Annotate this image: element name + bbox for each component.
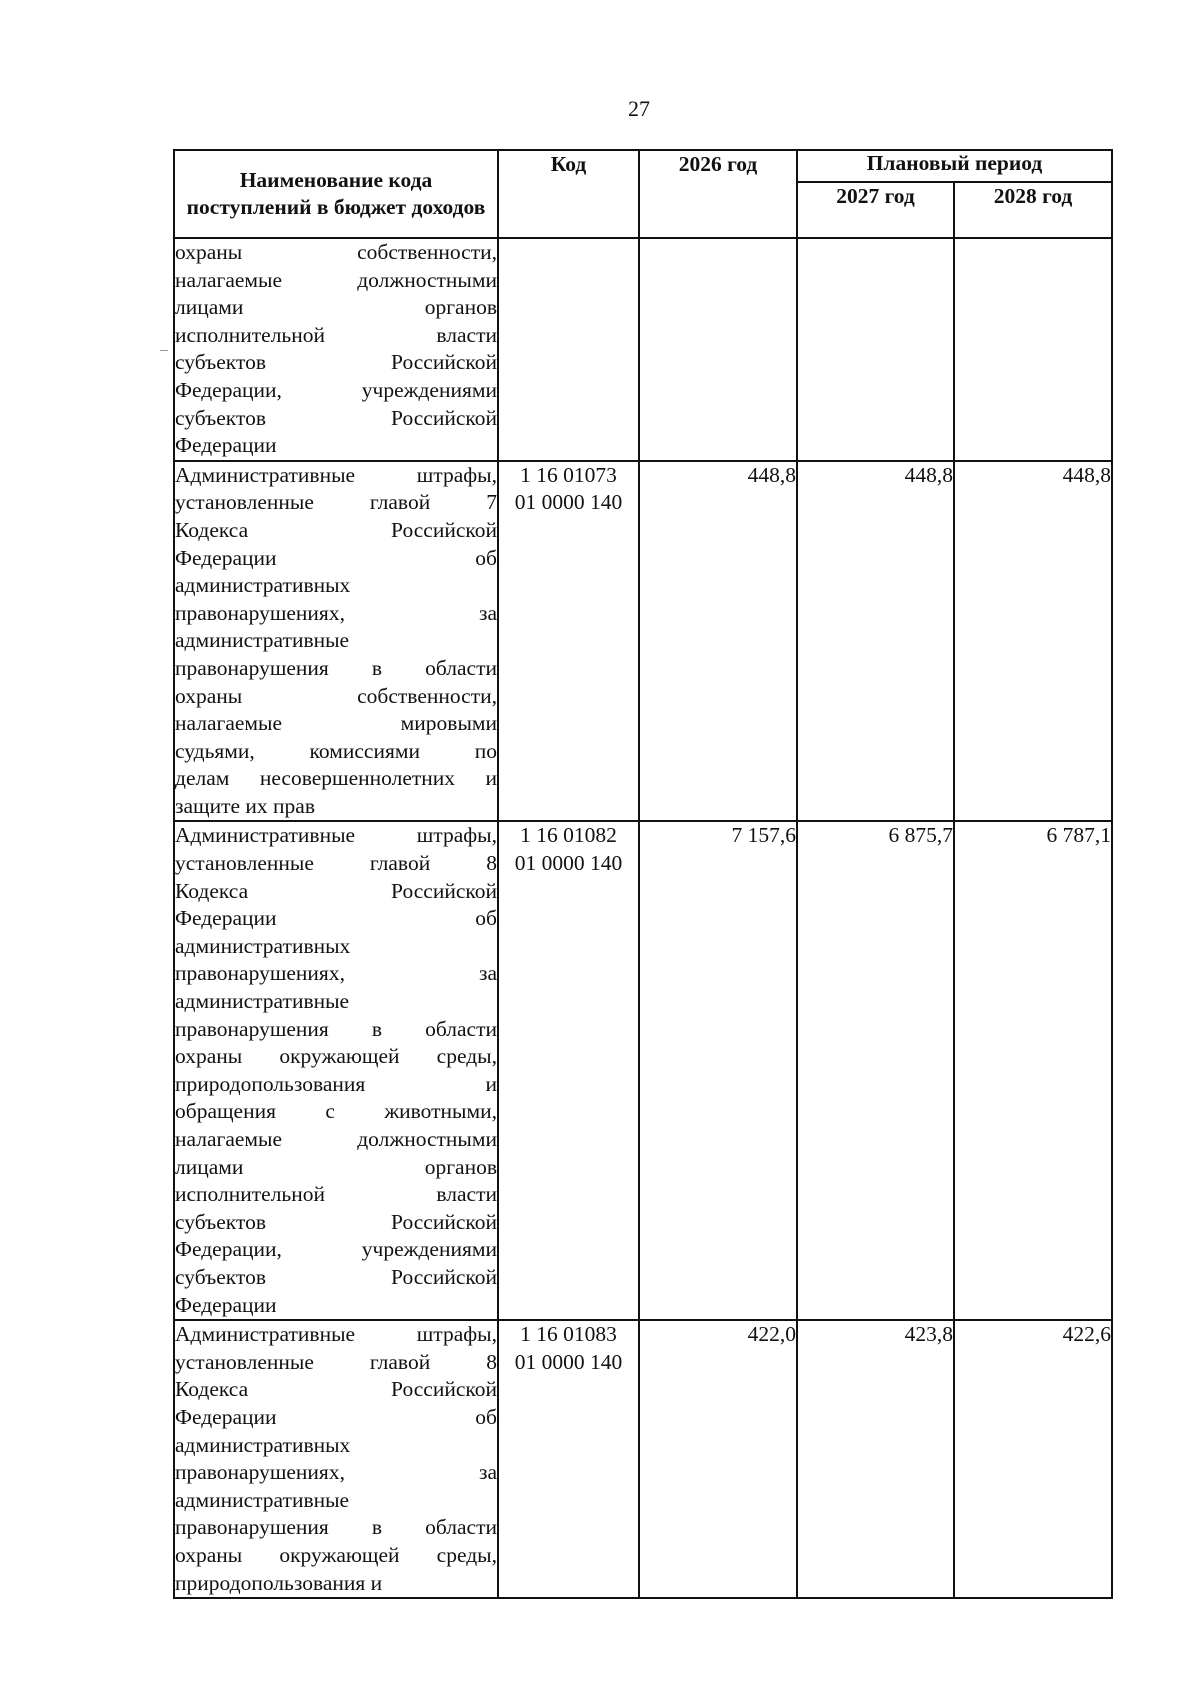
revenue-name-line: лицами органов (175, 295, 497, 320)
revenue-name-line: охраны окружающей среды, (175, 1542, 497, 1567)
revenue-name-line: Кодекса Российской (175, 1377, 497, 1402)
revenue-name-line: Административные штрафы, (175, 823, 497, 848)
budget-revenue-table (173, 149, 1113, 1599)
revenue-name-line: Федерации об (175, 545, 497, 570)
revenue-code-line: 01 0000 140 (514, 1349, 623, 1374)
value-2028-cell: 422,6 (954, 1320, 1112, 1598)
revenue-name-line: правонарушения в области (175, 1016, 497, 1041)
revenue-name-line: административных (175, 1432, 351, 1457)
revenue-name-line: Федерации об (175, 1404, 497, 1429)
revenue-name-line: установленные главой 8 (175, 851, 497, 876)
revenue-name-line: административные (175, 628, 350, 653)
revenue-name-line: Административные штрафы, (175, 462, 497, 487)
revenue-name-line: Федерации, учреждениями (175, 377, 497, 402)
revenue-name-line: судьями, комиссиями по (175, 738, 497, 763)
header-year-2027: 2027 год (797, 182, 954, 238)
revenue-name-line: административные (175, 1487, 350, 1512)
table-row (174, 821, 1112, 1320)
revenue-name-line: охраны собственности, (175, 683, 497, 708)
revenue-name-cell (174, 238, 498, 461)
revenue-code-line: 01 0000 140 (514, 490, 623, 515)
revenue-name-line: установленные главой 8 (175, 1349, 497, 1374)
value-2027-cell: 423,8 (797, 1320, 954, 1598)
value-2027-cell: 448,8 (797, 461, 954, 822)
header-code: Код (498, 150, 639, 238)
revenue-code-cell (498, 821, 639, 1320)
revenue-code-cell (498, 1320, 639, 1598)
revenue-name-line: природопользования и (175, 1570, 383, 1595)
table-row (174, 238, 1112, 461)
revenue-code-line: 1 16 01083 (520, 1322, 617, 1347)
revenue-name-line: административных (175, 573, 351, 598)
value-2028-cell (954, 238, 1112, 461)
header-year-2028: 2028 год (954, 182, 1112, 238)
value-2026-cell (639, 238, 797, 461)
revenue-name-cell (174, 1320, 498, 1598)
revenue-name-line: Федерации об (175, 906, 497, 931)
value-2026-cell: 422,0 (639, 1320, 797, 1598)
revenue-name-cell (174, 821, 498, 1320)
table-header (174, 150, 1112, 238)
revenue-name-line: Кодекса Российской (175, 517, 497, 542)
value-2026-cell: 7 157,6 (639, 821, 797, 1320)
revenue-name-line: Федерации, учреждениями (175, 1237, 497, 1262)
revenue-name-line: правонарушения в области (175, 1515, 497, 1540)
revenue-name-line: природопользования и (175, 1071, 497, 1096)
revenue-name-line: охраны окружающей среды, (175, 1044, 497, 1069)
revenue-name-line: субъектов Российской (175, 1264, 497, 1289)
revenue-name-line: обращения с животными, (175, 1099, 497, 1124)
revenue-name-line: Федерации (175, 1292, 277, 1317)
revenue-name-line: правонарушениях, за (175, 961, 497, 986)
revenue-name-line: правонарушения в области (175, 655, 497, 680)
value-2027-cell: 6 875,7 (797, 821, 954, 1320)
value-2027-cell (797, 238, 954, 461)
revenue-code-cell (498, 238, 639, 461)
value-2028-cell: 448,8 (954, 461, 1112, 822)
revenue-name-line: Федерации (175, 433, 277, 458)
revenue-code-line: 1 16 01073 (520, 462, 617, 487)
margin-mark (160, 350, 168, 351)
table-body (174, 238, 1112, 1598)
revenue-name-line: делам несовершеннолетних и (175, 766, 497, 791)
revenue-name-line: правонарушениях, за (175, 600, 497, 625)
value-2028-cell: 6 787,1 (954, 821, 1112, 1320)
revenue-code-line: 1 16 01082 (520, 823, 617, 848)
revenue-name-line: субъектов Российской (175, 1209, 497, 1234)
revenue-code-cell (498, 461, 639, 822)
revenue-name-line: лицами органов (175, 1154, 497, 1179)
revenue-name-line: административных (175, 933, 351, 958)
revenue-name-line: субъектов Российской (175, 350, 497, 375)
revenue-name-line: субъектов Российской (175, 405, 497, 430)
table-row (174, 1320, 1112, 1598)
revenue-name-line: исполнительной власти (175, 1182, 497, 1207)
revenue-name-line: исполнительной власти (175, 322, 497, 347)
revenue-name-line: налагаемые должностными (175, 1127, 497, 1151)
revenue-code-line: 01 0000 140 (514, 851, 623, 876)
header-year-2026: 2026 год (639, 150, 797, 238)
page-number: 27 (628, 96, 650, 121)
header-name-text: Наименование кода поступлений в бюджет доходов (186, 168, 486, 219)
value-2026-cell: 448,8 (639, 461, 797, 822)
revenue-name-line: налагаемые мировыми (175, 711, 497, 736)
revenue-name-line: административные (175, 989, 350, 1014)
header-planning-period: Плановый период (797, 150, 1112, 182)
revenue-name-line: охраны собственности, (175, 240, 497, 264)
table-row (174, 461, 1112, 822)
revenue-name-line: установленные главой 7 (175, 490, 497, 515)
revenue-name-line: защите их прав (175, 793, 315, 818)
revenue-name-line: Кодекса Российской (175, 878, 497, 903)
revenue-name-line: Административные штрафы, (175, 1322, 497, 1347)
revenue-name-cell (174, 461, 498, 822)
revenue-name-line: налагаемые должностными (175, 267, 497, 292)
revenue-name-line: правонарушениях, за (175, 1460, 497, 1485)
header-name (174, 150, 498, 238)
